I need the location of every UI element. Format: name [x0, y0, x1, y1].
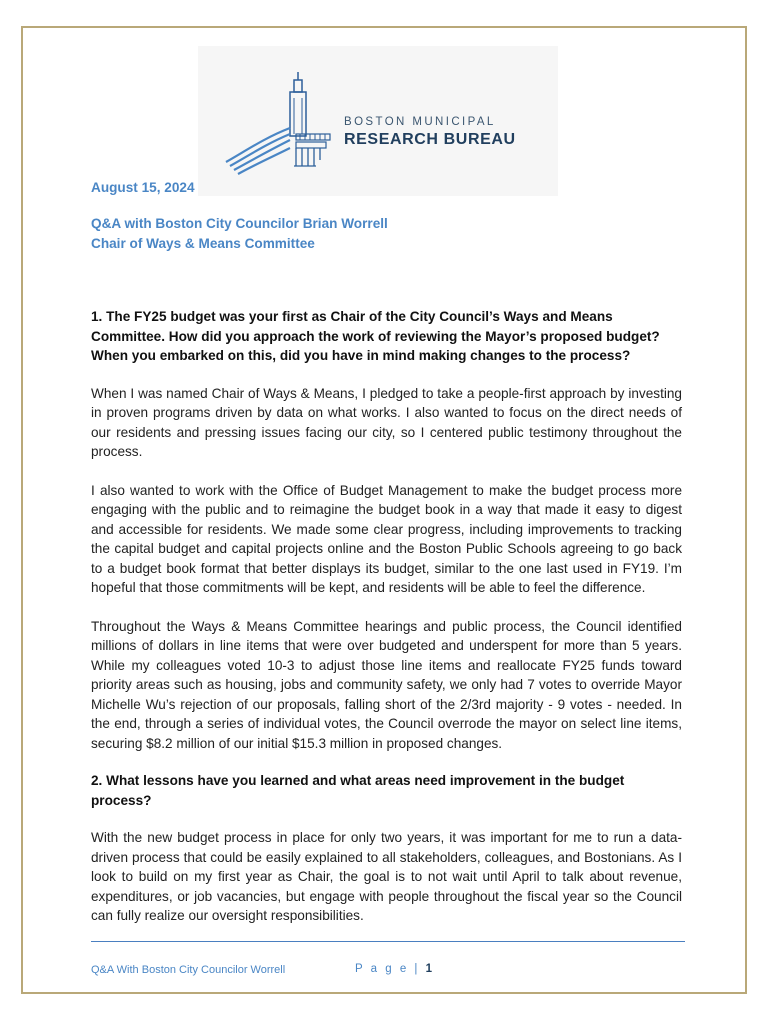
footer-divider: [91, 941, 685, 942]
footer-page-indicator: [355, 963, 435, 975]
logo-block: [198, 46, 558, 196]
document-body: [91, 180, 682, 926]
footer-page-number: 1: [425, 963, 435, 975]
footer-document-name: Q&A With Boston City Councilor Worrell: [91, 964, 286, 976]
footer-page-label: P a g e |: [355, 963, 420, 975]
question-1: 1. The FY25 budget was your first as Chair of the City Council’s Ways and Means Committee. How did you approach the work of reviewing the Mayor’s proposed budget? When you embarked on this, did you have in mind making changes to the process?: [91, 309, 660, 363]
document-subtitle: Chair of Ways & Means Committee: [91, 236, 315, 251]
answer-1-paragraph-1: When I was named Chair of Ways & Means, I pledged to take a people-first approach by investing in proven programs driven by data on what works. I also wanted to focus on the direct needs of our residents and pressing issues facing our city, so I centered public testimony throughout the process.: [91, 385, 682, 459]
logo-text-line2: RESEARCH BUREAU: [344, 131, 516, 148]
logo-text-line1: BOSTON MUNICIPAL: [344, 116, 496, 128]
city-hall-logo-icon: [224, 68, 340, 180]
question-2: 2. What lessons have you learned and what areas need improvement in the budget process?: [91, 773, 625, 808]
answer-2-paragraph-1: With the new budget process in place for only two years, it was important for me to run a data-driven process that could be easily explained to all stakeholders, colleagues, and Bostonians. As I look to build on my first year as Chair, the goal is to not wait until April to talk about revenue, expenditures, or job vacancies, but engage with people throughout the fiscal year so the Council can fully realize our oversight responsibilities.: [91, 830, 682, 923]
document-date: August 15, 2024: [91, 180, 195, 195]
answer-1-paragraph-3: Throughout the Ways & Means Committee hearings and public process, the Council identified millions of dollars in line items that were over budgeted and underspent for more than 5 years. While my colleagues voted 10-3 to adjust those line items and reallocate FY25 funds toward priority areas such as housing, jobs and community safety, we only had 7 votes to override Mayor Michelle Wu’s rejection of our proposals, falling short of the 2/3rd majority - 9 votes - needed. In the end, through a series of individual votes, the Council overrode the mayor on select line items, securing $8.2 million of our initial $15.3 million in proposed changes.: [91, 618, 682, 751]
document-title: Q&A with Boston City Councilor Brian Worrell: [91, 216, 388, 231]
answer-1-paragraph-2: I also wanted to work with the Office of Budget Management to make the budget process more engaging with the public and to reimagine the budget book in a way that made it easy to digest and accessible for residents. We made some clear progress, including improvements to tracking the capital budget and capital projects online and the Boston Public Schools agreeing to go back to a budget book format that better displays its budget, similar to the one last used in FY19. I’m hopeful that those commitments will be kept, and residents will be able to feel the difference.: [91, 482, 682, 595]
